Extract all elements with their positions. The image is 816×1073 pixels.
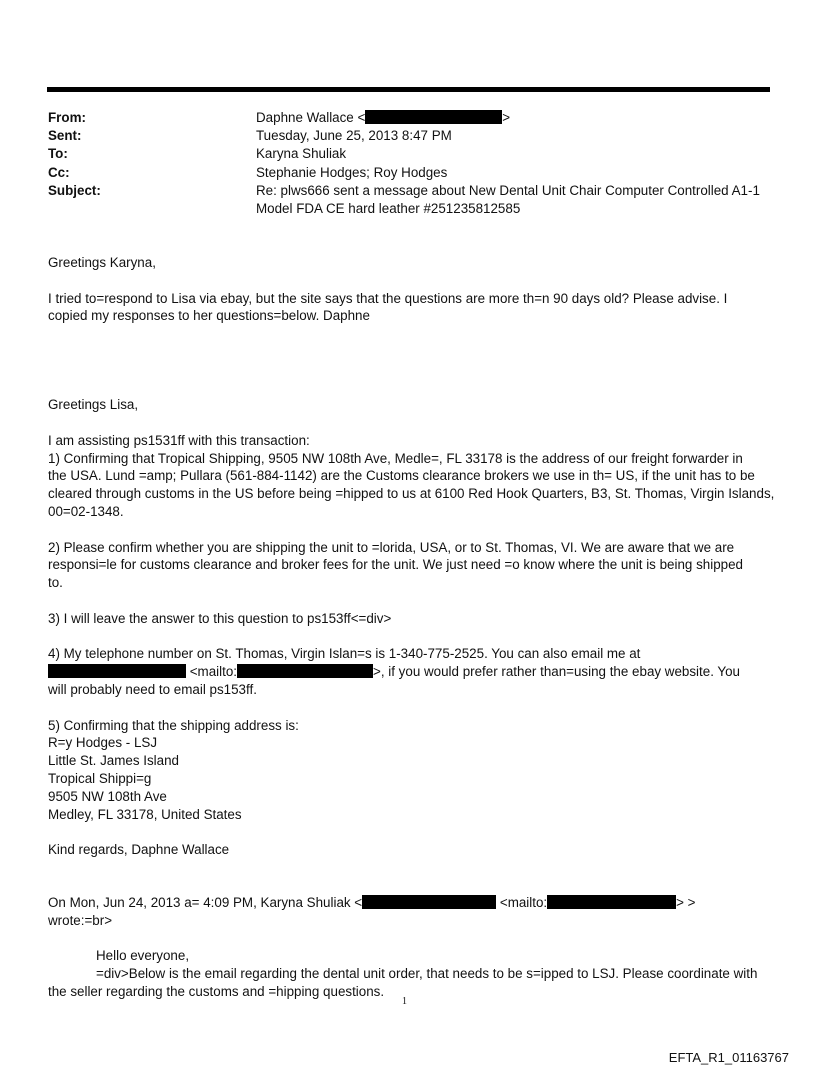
redaction-block [237, 664, 373, 678]
from-name: Daphne Wallace < [256, 110, 366, 125]
address-line1: R=y Hodges - LSJ [48, 735, 158, 751]
item2-line2: responsi=le for customs clearance and broker fees for the unit. We just need =o know where the unit is being shipped [48, 557, 743, 573]
forward-line1: =div>Below is the email regarding the dental unit order, that needs to be s=ipped to LSJ. Please coordinate with [96, 966, 758, 982]
item4-line1: 4) My telephone number on St. Thomas, Virgin Islan=s is 1-340-775-2525. You can also email me at [48, 646, 641, 662]
document-id: EFTA_R1_01163767 [668, 1050, 789, 1065]
item4-rest: >, if you would prefer rather than=using the ebay website. You [373, 664, 740, 680]
address-line5: Medley, FL 33178, United States [48, 806, 242, 822]
to-value: Karyna Shuliak [256, 146, 347, 162]
item1-line1: 1) Confirming that Tropical Shipping, 9505 NW 108th Ave, Medle=, FL 33178 is the address of our freight forwarder in [48, 450, 743, 466]
closing: Kind regards, Daphne Wallace [48, 842, 230, 858]
item4-mailto: <mailto: [189, 664, 237, 680]
item4-line3: will probably need to email ps153ff. [48, 681, 257, 697]
subject-value [256, 182, 778, 218]
cc-row [48, 164, 778, 182]
email-header [48, 109, 778, 218]
sent-row [48, 127, 778, 145]
page-number: 1 [402, 996, 407, 1007]
assist-line: I am assisting ps1531ff with this transaction: [48, 432, 310, 448]
sent-label: Sent: [48, 128, 82, 144]
item1-line4: 00=02-1348. [48, 503, 124, 519]
address-line4: 9505 NW 108th Ave [48, 788, 167, 804]
subject-row [48, 182, 778, 218]
email-body [48, 254, 778, 1001]
quote-mailto: <mailto: [499, 894, 548, 910]
header-divider [47, 87, 770, 92]
quote-intro: On Mon, Jun 24, 2013 a= 4:09 PM, Karyna Shuliak < [48, 894, 363, 910]
item2-line3: to. [48, 575, 63, 591]
greeting-lisa: Greetings Lisa, [48, 397, 139, 413]
address-line2: Little St. James Island [48, 753, 179, 769]
to-row [48, 145, 778, 163]
forward-line2: the seller regarding the customs and =hipping questions. [48, 983, 385, 999]
item4-line2 [48, 663, 778, 681]
item2-line1: 2) Please confirm whether you are shipping the unit to =lorida, USA, or to St. Thomas, VI. We are aware that we are [48, 539, 735, 555]
from-close: > [502, 110, 511, 125]
cc-value: Stephanie Hodges; Roy Hodges [256, 164, 448, 180]
to-label: To: [48, 146, 68, 162]
item1-line2: the USA. Lund =amp; Pullara (561-884-1142) are the Customs clearance brokers we use in th= US, if the unit has to be [48, 468, 755, 484]
quote-close: > > [676, 894, 696, 910]
item3-line: 3) I will leave the answer to this question to ps153ff<=div> [48, 610, 392, 626]
quote-wrote: wrote:=br> [48, 912, 113, 928]
from-value [256, 109, 778, 127]
subject-line-1: Re: plws666 sent a message about New Dental Unit Chair Computer Controlled A1-1 [256, 182, 760, 198]
para1-line1: I tried to=respond to Lisa via ebay, but the site says that the questions are more th=n 90 days old? Please advise. I [48, 290, 728, 306]
redaction-block [362, 895, 496, 909]
cc-label: Cc: [48, 164, 70, 180]
greeting-karyna: Greetings Karyna, [48, 255, 156, 270]
from-label: From: [48, 110, 86, 125]
item5-intro: 5) Confirming that the shipping address is: [48, 717, 299, 733]
from-row [48, 109, 778, 127]
sent-value: Tuesday, June 25, 2013 8:47 PM [256, 128, 452, 144]
hello-line: Hello everyone, [96, 948, 190, 964]
redaction-block [547, 895, 676, 909]
address-line3: Tropical Shippi=g [48, 770, 152, 786]
subject-label: Subject: [48, 182, 101, 198]
redaction-block [48, 664, 186, 678]
quote-line1 [48, 894, 778, 912]
item1-line3: cleared through customs in the US before being =hipped to us at 6100 Red Hook Quarters, B3, St. Thomas, Virgin Islands, [48, 486, 775, 502]
subject-line-2: Model FDA CE hard leather #251235812585 [256, 201, 521, 217]
para1-line2: copied my responses to her questions=below. Daphne [48, 308, 370, 324]
redaction-block [365, 110, 502, 124]
